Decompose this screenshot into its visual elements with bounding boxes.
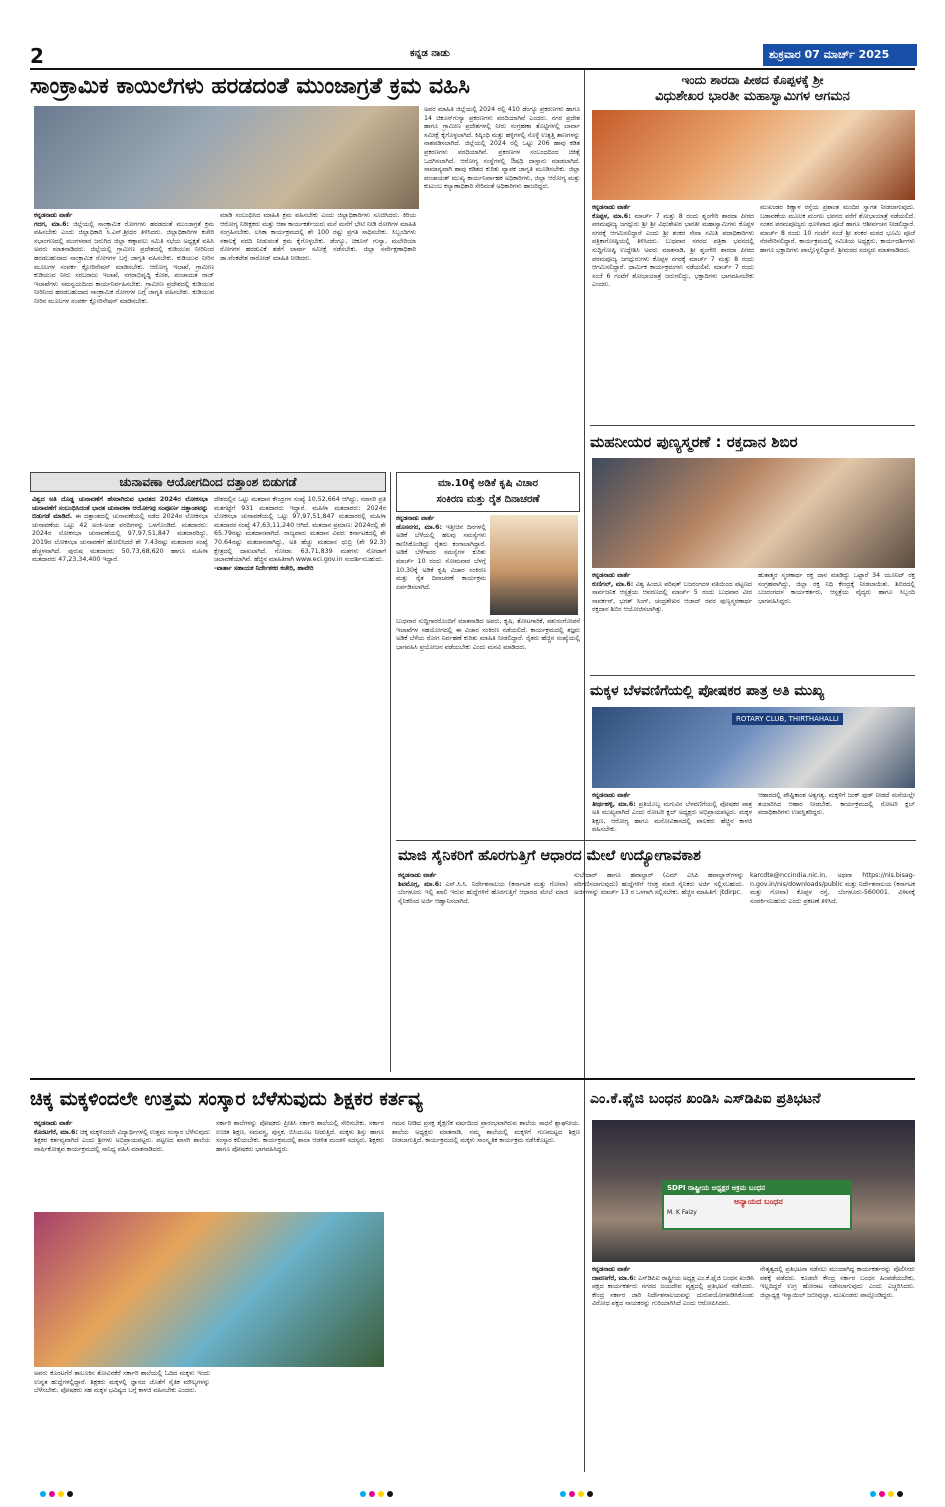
headline-agri-line1: ಮಾ.10ಕ್ಕೆ ಅಡಿಕೆ ಕೃಷಿ ವಿಚಾರ — [437, 478, 539, 489]
blood-col-2 — [758, 572, 915, 672]
body-text: ಮುಖಂಡರ ಕಿಣ್ಣಾಳ ರಸ್ತೆಯ ಪ್ರಶಾಂತ ಮಂದಿರ ಸ್ವಾಗತ ನೀಡಲಾಗುವುದು. ಬಡಾವಣೆಯ ಮೂಲಕ ಮಂಗಲ ಭವನದ ವರೆಗೆ ಶೋಭಾಯಾತ್ರೆ ನಡೆಯಲಿದೆ. ನಂತರ ಪರಮಪೂಜ್ಯರು ಧೂಳಿಪಾದ ಪೂಜೆ ಹಾಗೂ ಆಶೀರ್ವಚನ ನೀಡಲಿದ್ದಾರೆ. ಮಾರ್ಚ್ 8 ರಂದು 10 ಗಂಟೆಗೆ ಸಂಜೆ ಶ್ರೀ ಶಂಕರ ಮಠದ ಭೂಮಿ ಪೂಜೆ ನೆರವೇರಿಸಲಿದ್ದಾರೆ. ಕಾರ್ಯಕ್ರಮದಲ್ಲಿ ಸಮಿತಿಯ ಅಧ್ಯಕ್ಷರು, ಕಾರ್ಯದರ್ಶಿಗಳು ಹಾಗೂ ಭಕ್ತಾದಿಗಳು ಪಾಲ್ಗೊಳ್ಳಲಿದ್ದಾರೆ. ಶ್ರೀಮಠದ ಸದಸ್ಯರು ಮಾತನಾಡಿದರು. — [760, 204, 915, 254]
issue-date: ಶುಕ್ರವಾರ 07 ಮಾರ್ಚ್ 2025 — [763, 44, 917, 66]
registration-marks-left — [40, 1491, 73, 1497]
dateline: ದಾವಣಗೆರೆ, ಮಾ.6: — [592, 1274, 637, 1282]
agri-col-1 — [396, 515, 486, 615]
byline: ಕನ್ನಡನಾಡು ವಾರ್ತೆ — [592, 204, 631, 211]
body-text: ಇತ್ತೀಚಿನ ದಿನಗಳಲ್ಲಿ ಅಡಿಕೆ ಬೆಳೆಯಲ್ಲಿ ಹಲವು ಸಮಸ್ಯೆಗಳು ಕಾಣಿಸಿಕೊಂಡಿದ್ದು ರೈತರು ಕಂಗಾಲಾಗಿದ್ದಾರೆ. ಅಡಿಕೆ ಬೆಳೆಗಾರರ ಸಮಸ್ಯೆಗಳ ಕುರಿತು ಮಾರ್ಚ್ 10 ರಂದು ಸೋಮವಾರ ಬೆಳಗ್ಗೆ 10.30ಕ್ಕೆ ಅಡಿಕೆ ಕೃಷಿ ವಿಚಾರ ಸಂಕಿರಣ ಮತ್ತು ರೈತ ದಿನಾಚರಣೆ ಕಾರ್ಯಕ್ರಮ ಏರ್ಪಡಿಸಲಾಗಿದೆ. — [396, 523, 486, 591]
body-text: ಈ ದತ್ತಾಂಶದಲ್ಲಿ ಚುನಾವಣೆಯಲ್ಲಿ ನಡೆದ 2024ರ ಲೋಕಸಭಾ ಚುನಾವಣೆಯ ಒಟ್ಟು 42 ಅಂಕಿ-ಅಂಶ ವರದಿಗಳನ್ನು ಒಳಗೊಂಡಿದೆ. ಮತದಾರರು: 2024ರ ಲೋಕಸಭಾ ಚುನಾವಣೆಯಲ್ಲಿ 97,97,51,847 ಮತದಾರರಿದ್ದು, 2019ರ ಲೋಕಸಭಾ ಚುನಾವಣೆಗೆ ಹೋಲಿಸಿದರೆ ಶೇ 7.43ರಷ್ಟು ಮತದಾರರ ಸಂಖ್ಯೆ ಹೆಚ್ಚಳವಾಗಿದೆ. ಪುರುಷ ಮತದಾರರು 50,73,68,620 ಹಾಗೂ ಮಹಿಳಾ ಮತದಾರರು 47,23,34,400 ಇದ್ದಾರೆ. — [32, 513, 208, 564]
swamiji-col-1 — [592, 204, 754, 422]
column-rule — [584, 1080, 585, 1472]
dateline: ತೀರ್ಥಹಳ್ಳಿ, ಮಾ.6: — [592, 800, 636, 808]
banner-title: SDPI ರಾಷ್ಟ್ರೀಯ ಅಧ್ಯಕ್ಷರ ಅಕ್ರಮ ಬಂಧನ — [664, 1182, 850, 1195]
byline: ಕನ್ನಡನಾಡು ವಾರ್ತೆ — [592, 572, 631, 579]
magenta-dot — [569, 1491, 575, 1497]
dateline: ಗದಗ, ಮಾ.6: — [34, 220, 70, 228]
agri-col-2 — [396, 618, 580, 836]
body-text: ಬುಧವಾರ ಸುದ್ದಿಗಾರರೊಂದಿಗೆ ಮಾತನಾಡಿದ ಅವರು, ಕೃಷಿ, ತೋಟಗಾರಿಕೆ, ಪಶುಸಂಗೋಪನೆ ಇಲಾಖೆಗಳ ಸಹಯೋಗದಲ್ಲಿ ಈ ವಿಚಾರ ಸಂಕಿರಣ ನಡೆಯಲಿದೆ. ಕಾರ್ಯಕ್ರಮದಲ್ಲಿ ತಜ್ಞರು ಅಡಿಕೆ ಬೆಳೆಯ ರೋಗ ನಿರ್ವಹಣೆ ಕುರಿತು ಮಾಹಿತಿ ನೀಡಲಿದ್ದಾರೆ. ರೈತರು ಹೆಚ್ಚಿನ ಸಂಖ್ಯೆಯಲ್ಲಿ ಭಾಗವಹಿಸಿ ಪ್ರಯೋಜನ ಪಡೆಯಬೇಕು ಎಂದು ಮನವಿ ಮಾಡಿದರು. — [396, 618, 580, 651]
dateline: ಕೊಪ್ಪಳ, ಮಾ.6: — [592, 212, 631, 220]
yellow-dot — [578, 1491, 584, 1497]
body-text: karcdte@nccindia.nic.in, ಅಥವಾ https://nis.bisag-n.gov.in/nis/downloads/public ಮತ್ತು ನಿರ್ದೇಶನಾಲಯ (ಕರ್ನಾಟಕ ಮತ್ತು ಗೋವಾ) ಕೊಪ್ಪಳ ರಸ್ತೆ, ಬೆಂಗಳೂರು-560001. ವಿಳಾಸಕ್ಕೆ ಸಂಪರ್ಕಿಸಬಹುದು ಎಂದು ಪ್ರಕಟಣೆ ತಿಳಿಸಿದೆ. — [750, 872, 915, 905]
section-rule — [590, 675, 915, 676]
headline-sdpi: ಎಂ.ಕೆ.ಫೈಜಿ ಬಂಧನ ಖಂಡಿಸಿ ಎಸ್‌ಡಿಪಿಐ ಪ್ರತಿಭಟನೆ — [590, 1091, 821, 1107]
values-col-3 — [216, 1120, 384, 1470]
section-rule — [590, 425, 915, 426]
soldiers-col-1 — [398, 872, 568, 1072]
section-rule — [30, 1078, 915, 1080]
headline-election: ಚುನಾವಣಾ ಆಯೋಗದಿಂದ ದತ್ತಾಂಶ ಬಿಡುಗಡೆ — [119, 475, 297, 489]
byline: ಕನ್ನಡನಾಡು ವಾರ್ತೆ — [396, 515, 435, 522]
soldiers-col-2 — [574, 872, 744, 1072]
byline: ಕನ್ನಡನಾಡು ವಾರ್ತೆ — [34, 212, 73, 219]
headline-disease: ಸಾಂಕ್ರಾಮಿಕ ಕಾಯಿಲೆಗಳು ಹರಡದಂತೆ ಮುಂಜಾಗ್ರತೆ ಕ್ರಮ ವಹಿಸಿ — [30, 74, 470, 99]
body-text: ಮಾಡಿ ಸಂಬಂಧಿಸಿದ ಮಾಹಿತಿ ಕ್ರಮ ವಹಿಸಬೇಕು ಎಂದು ಜಿಲ್ಲಾಧಿಕಾರಿಗಳು ಸೂಚಿಸಿದರು. ಕಿರಿಯ ಆರೋಗ್ಯ ನಿರೀಕ್ಷಕರು ಮತ್ತು ಆಶಾ ಕಾರ್ಯಕರ್ತೆಯರು ಮನೆ ಮನೆಗೆ ಭೇಟಿ ನೀಡಿ ರೋಗಿಗಳ ಮಾಹಿತಿ ಸಂಗ್ರಹಿಸಬೇಕು. ಲಸಿಕಾ ಕಾರ್ಯಕ್ರಮದಲ್ಲಿ ಶೇ 100 ರಷ್ಟು ಪ್ರಗತಿ ಸಾಧಿಸಬೇಕು. ಸಿಬ್ಬಂದಿಗಳು ಸಕಾಲಕ್ಕೆ ವರದಿ ನೀಡುವಂತೆ ಕ್ರಮ ಕೈಗೊಳ್ಳಬೇಕು. ಡೆಂಗ್ಯೂ, ಚಿಕೂನ್ ಗುನ್ಯಾ, ಮಲೇರಿಯಾ ರೋಗಗಳ ಹರಡುವಿಕೆ ತಡೆಗೆ ಲಾರ್ವಾ ಸಮೀಕ್ಷೆ ನಡೆಸಬೇಕು. ಜಿಲ್ಲಾ ಸರ್ವೇಕ್ಷಣಾಧಿಕಾರಿ ಡಾ.ವೆಂಕಟೇಶ ರಾಠೋಡ್ ಮಾಹಿತಿ ನೀಡಿದರು. — [220, 212, 416, 262]
body-text: ರಾಜ್ಯವಾರು ಮತದಾನ ವಿವರ: ಕರ್ನಾಟಕದಲ್ಲಿ ಶೇ 70.64ರಷ್ಟು ಮತದಾನವಾಗಿದ್ದು, ಅತಿ ಹೆಚ್ಚು ಮತದಾನ ಧುಬ್ರಿ (ಶೇ 92.3) ಕ್ಷೇತ್ರದಲ್ಲಿ ದಾಖಲಾಗಿದೆ. ನೋಟಾ: 63,71,839 ಮತಗಳು ನೋಟಾಗೆ ಚಲಾವಣೆಯಾಗಿವೆ. ಹೆಚ್ಚಿನ ಮಾಹಿತಿಗಾಗಿ www.eci.gov.in ಸಂದರ್ಶಿಸಬಹುದು. — [214, 530, 386, 564]
byline: ಕನ್ನಡನಾಡು ವಾರ್ತೆ — [592, 1266, 631, 1273]
headline-soldiers: ಮಾಜಿ ಸೈನಿಕರಿಗೆ ಹೊರಗುತ್ತಿಗೆ ಆಧಾರದ ಮೇಲೆ ಉದ್ಯೋಗಾವಕಾಶ — [398, 848, 701, 864]
body-text: ವಿಶ್ವ ಹಿಂದೂ ಪರಿಷತ್ ಬಜರಂಗದಳ ವತಿಯಿಂದ ಪಟ್ಟಣದ ಸಾರ್ವಜನಿಕ ಆಸ್ಪತ್ರೆಯ ಆವರಣದಲ್ಲಿ ಮಾರ್ಚ್ 5 ರಂದು ಬುಧವಾರ ವೀರ ಸಾವರ್ಕರ್, ಭಗತ್ ಸಿಂಗ್, ಚಂದ್ರಶೇಖರ ಆಜಾದ್ ರವರ ಪುಣ್ಯಸ್ಮರಣಾರ್ಥ ರಕ್ತದಾನ ಶಿಬಿರ ಆಯೋಜಿಸಲಾಗಿತ್ತು. — [592, 580, 752, 614]
photo-blood-camp — [592, 458, 915, 568]
body-text: ಜಿಲ್ಲೆಯಲ್ಲಿ ಸಾಂಕ್ರಾಮಿಕ ರೋಗಗಳು ಹರಡದಂತೆ ಮುಂಜಾಗ್ರತೆ ಕ್ರಮ ವಹಿಸಬೇಕು ಎಂದು ಜಿಲ್ಲಾಧಿಕಾರಿ ಸಿ.ಎನ್.ಶ್ರೀಧರ ತಿಳಿಸಿದರು. ಜಿಲ್ಲಾಧಿಕಾರಿಗಳ ಕಚೇರಿ ಸಭಾಂಗಣದಲ್ಲಿ ಮಂಗಳವಾರ ಜರುಗಿದ ಜಿಲ್ಲಾ ಕಣ್ಗಾವಲು ಸಮಿತಿ ಸಭೆಯ ಅಧ್ಯಕ್ಷತೆ ವಹಿಸಿ ಅವರು ಮಾತನಾಡಿದರು. ಜಿಲ್ಲೆಯಲ್ಲಿ ಗ್ರಾಮೀಣ ಪ್ರದೇಶದಲ್ಲಿ ಕುಡಿಯುವ ನೀರಿನಿಂದ ಹರಡಬಹುದಾದ ಸಾಂಕ್ರಾಮಿಕ ರೋಗಗಳ ಬಗ್ಗೆ ಜಾಗೃತಿ ವಹಿಸಬೇಕು. ಕುಡಿಯುವ ನೀರಿನ ಮೂಲಗಳ ಸಂಪರ್ಕ ಕ್ಲೋರಿನೇಷನ್ ಮಾಡಿಸಬೇಕು. ಆರೋಗ್ಯ ಇಲಾಖೆ, ಗ್ರಾಮೀಣ ಕುಡಿಯುವ ನೀರು ಸರಬರಾಜು ಇಲಾಖೆ, ನಗರಾಭಿವೃದ್ಧಿ ಕೋಶ, ಪಂಚಾಯತ ರಾಜ್ ಇಲಾಖೆಗಳು ಸಮನ್ವಯದಿಂದ ಕಾರ್ಯನಿರ್ವಹಿಸಬೇಕು. ಗ್ರಾಮೀಣ ಪ್ರದೇಶದಲ್ಲಿ ಕುಡಿಯುವ ನೀರಿನಿಂದ ಹರಡಬಹುದಾದ ಸಾಂಕ್ರಾಮಿಕ ರೋಗಗಳ ಬಗ್ಗೆ ಜಾಗೃತಿ ವಹಿಸಬೇಕು. ಕುಡಿಯುವ ನೀರಿನ ಮೂಲಗಳ ಸಂಪರ್ಕ ಕ್ಲೋರಿನೇಷನ್ ಮಾಡಿಸಬೇಕು. — [34, 220, 214, 305]
disease-col-3 — [424, 106, 580, 468]
dateline: ಶಿವಮೊಗ್ಗ, ಮಾ.6: — [398, 880, 442, 888]
body-text: ನೇತೃತ್ವದಲ್ಲಿ ಪ್ರತಿಭಟನಾ ನಡೆಸಲು ಮುಂದಾಗಿದ್ದ ಕಾರ್ಯಕರ್ತರನ್ನು ಪೊಲೀಸರು ವಶಕ್ಕೆ ಪಡೆದರು. ಕೂಡಲೇ ಕೇಂದ್ರ ಸರ್ಕಾರ ಬಂಧನ ಹಿಂಪಡೆಯಬೇಕು, ಇಲ್ಲದಿದ್ದರೆ ಉಗ್ರ ಹೋರಾಟ ನಡೆಸಲಾಗುವುದು ಎಂದು ಎಚ್ಚರಿಸಿದರು. ಜಿಲ್ಲಾಧ್ಯಕ್ಷ ಇಸ್ಮಾಯಿಲ್ ಜಬೀವುಲ್ಲಾ, ಮುಖಂಡರು ಪಾಲ್ಗೊಂಡಿದ್ದರು. — [760, 1266, 915, 1299]
banner-name: M. K Faizy — [667, 1209, 697, 1216]
values-col-4 — [392, 1120, 580, 1470]
blood-col-1 — [592, 572, 752, 672]
body-text: ಮಾರ್ಚ್ 7 ಮತ್ತು 8 ರಂದು ಶೃಂಗೇರಿ ಶಾರದಾ ಪೀಠದ ಪರಮಪೂಜ್ಯ ಜಗದ್ಗುರು ಶ್ರೀ ಶ್ರೀ ವಿಧುಶೇಖರ ಭಾರತೀ ಮಹಾಸ್ವಾಮಿಗಳು ಕೊಪ್ಪಳ ನಗರಕ್ಕೆ ಆಗಮಿಸಲಿದ್ದಾರೆ ಎಂದು ಶ್ರೀ ಶಂಕರ ಸೇವಾ ಸಮಿತಿ ಪದಾಧಿಕಾರಿಗಳು ಪತ್ರಿಕಾಗೋಷ್ಠಿಯಲ್ಲಿ ತಿಳಿಸಿದರು. ಬುಧವಾರ ನಗರದ ಪತ್ರಿಕಾ ಭವನದಲ್ಲಿ ಸುದ್ದಿಗೋಷ್ಠಿ ಉದ್ದೇಶಿಸಿ ಅವರು ಮಾತನಾಡಿ, ಶ್ರೀ ಶೃಂಗೇರಿ ಶಾರದಾ ಪೀಠದ ಪರಮಪೂಜ್ಯ ಜಗದ್ಗುರುಗಳು ಕೊಪ್ಪಳ ನಗರಕ್ಕೆ ಮಾರ್ಚ್ 7 ಮತ್ತು 8 ರಂದು ಆಗಮಿಸಲಿದ್ದಾರೆ. ಧಾರ್ಮಿಕ ಕಾರ್ಯಕ್ರಮಗಳು ನಡೆಯಲಿವೆ. ಮಾರ್ಚ್ 7 ರಂದು ಸಂಜೆ 6 ಗಂಟೆಗೆ ಶೋಭಾಯಾತ್ರೆ ಜರುಗಲಿದ್ದು, ಭಕ್ತಾದಿಗಳು ಭಾಗವಹಿಸಬೇಕು ಎಂದರು. — [592, 212, 754, 289]
soldiers-col-3 — [750, 872, 915, 1072]
cyan-dot — [40, 1491, 46, 1497]
headline-swamiji-line1: ಇಂದು ಶಾರದಾ ಪೀಠದ ಕೊಪ್ಪಳಕ್ಕೆ ಶ್ರೀ — [681, 73, 824, 87]
swamiji-col-2 — [760, 204, 915, 422]
page-number: 2 — [30, 44, 44, 66]
photo-rotary — [592, 707, 915, 788]
lead-text: ವಿಶ್ವದ ಅತಿ ದೊಡ್ಡ ಚುನಾವಣೆಗೆ ಹೆಸರಾಗಿರುವ ಭಾರತದ 2024ರ ಲೋಕಸಭಾ ಚುನಾವಣೆಗೆ ಸಂಬಂಧಿಸಿದಂತೆ ಭಾರತ ಚುನಾವಣಾ ಆಯೋಗವು ಸಂಪೂರ್ಣ ದತ್ತಾಂಶವನ್ನು ಬಿಡುಗಡೆ ಮಾಡಿದೆ. — [32, 496, 208, 521]
headline-values: ಚಿಕ್ಕ ಮಕ್ಕಳಿಂದಲೇ ಉತ್ತಮ ಸಂಸ್ಕಾರ ಬೆಳೆಸುವುದು ಶಿಕ್ಷಕರ ಕರ್ತವ್ಯ — [30, 1088, 423, 1110]
black-dot — [587, 1491, 593, 1497]
banner-text: ROTARY CLUB, THIRTHAHALLI — [732, 713, 843, 725]
cyan-dot — [360, 1491, 366, 1497]
body-text: ಎನ್.ಸಿ.ಸಿ. ನಿರ್ದೇಶನಾಲಯ (ಕರ್ನಾಟಕ ಮತ್ತು ಗೋವಾ) ಬೆಂಗಳೂರು ಇಲ್ಲಿ ಖಾಲಿ ಇರುವ ಹುದ್ದೆಗಳಿಗೆ ಹೊರಗುತ್ತಿಗೆ ಆಧಾರದ ಮೇಲೆ ಮಾಜಿ ಸೈನಿಕರಿಂದ ಅರ್ಜಿ ಆಹ್ವಾನಿಸಲಾಗಿದೆ. — [398, 880, 568, 905]
registration-marks-center-right — [560, 1491, 593, 1497]
disease-col-2 — [220, 212, 416, 468]
byline: ಕನ್ನಡನಾಡು ವಾರ್ತೆ — [592, 792, 631, 799]
photo-protest — [592, 1120, 915, 1262]
banner-sub: ಅನ್ಯಾಯದ ಬಂಧನ — [734, 1197, 783, 1206]
registration-marks-right — [870, 1491, 903, 1497]
dateline: ಕೊರಟಗೆರೆ, ಮಾ.6: — [34, 1128, 78, 1136]
body-text: ಆಹಾರದಲ್ಲಿ ಪೌಷ್ಟಿಕಾಂಶ ಅತ್ಯಗತ್ಯ. ಮಕ್ಕಳಿಗೆ ಜಂಕ್ ಫುಡ್ ನೀಡದೆ ಮನೆಯಲ್ಲೇ ತಯಾರಿಸಿದ ಆಹಾರ ನೀಡಬೇಕು. ಕಾರ್ಯಕ್ರಮದಲ್ಲಿ ರೋಟರಿ ಕ್ಲಬ್ ಪದಾಧಿಕಾರಿಗಳು ಉಪಸ್ಥಿತರಿದ್ದರು. — [758, 792, 915, 817]
black-dot — [67, 1491, 73, 1497]
yellow-dot — [58, 1491, 64, 1497]
black-dot — [897, 1491, 903, 1497]
body-text: ದೇಶದಲ್ಲಿನ ಒಟ್ಟು ಮತದಾನ ಕೇಂದ್ರಗಳ ಸಂಖ್ಯೆ 10,52,664 ಆಗಿದ್ದು, ಸರಾಸರಿ ಪ್ರತಿ ಮತಗಟ್ಟೆಗೆ 931 ಮತದಾರರು ಇದ್ದಾರೆ. ಮಹಿಳಾ ಮತದಾರರು: 2024ರ ಲೋಕಸಭಾ ಚುನಾವಣೆಯಲ್ಲಿ ಒಟ್ಟು 97,97,51,847 ಮತದಾರರಲ್ಲಿ ಮಹಿಳಾ ಮತದಾರರ ಸಂಖ್ಯೆ 47,63,11,240 ಆಗಿದೆ. ಮತದಾನ ಪ್ರಮಾಣ: 2024ರಲ್ಲಿ ಶೇ 65.79ರಷ್ಟು ಮತದಾನವಾಗಿದೆ. — [214, 496, 386, 538]
column-rule — [390, 472, 391, 1072]
headline-nutrition: ಮಕ್ಕಳ ಬೆಳವಣಿಗೆಯಲ್ಲಿ ಪೋಷಕರ ಪಾತ್ರ ಅತಿ ಮುಖ್ಯ — [590, 683, 825, 699]
agri-header-box — [396, 472, 580, 512]
body-text: ಹುತಾತ್ಮರ ಸ್ಮರಣಾರ್ಥ ರಕ್ತ ದಾನ ಮಾಡಿದ್ದು ಒಟ್ಟಾರೆ 34 ಯೂನಿಟ್ ರಕ್ತ ಸಂಗ್ರಹವಾಗಿದ್ದು, ಜಿಲ್ಲಾ ರಕ್ತ ನಿಧಿ ಕೇಂದ್ರಕ್ಕೆ ನೀಡಲಾಯಿತು. ಶಿಬಿರದಲ್ಲಿ ಬಜರಂಗದಳ ಕಾರ್ಯಕರ್ತರು, ಆಸ್ಪತ್ರೆಯ ವೈದ್ಯರು ಹಾಗೂ ಸಿಬ್ಬಂದಿ ಭಾಗವಹಿಸಿದ್ದರು. — [758, 572, 915, 605]
magenta-dot — [369, 1491, 375, 1497]
magenta-dot — [49, 1491, 55, 1497]
headline-agri-line2: ಸಂಕಿರಣ ಮತ್ತು ರೈತ ದಿನಾಚರಣೆ — [436, 494, 540, 505]
black-dot — [387, 1491, 393, 1497]
yellow-dot — [378, 1491, 384, 1497]
cyan-dot — [560, 1491, 566, 1497]
byline: ಕನ್ನಡನಾಡು ವಾರ್ತೆ — [398, 872, 437, 879]
election-col-2 — [214, 496, 386, 1070]
headline-swamiji-line2: ವಿಧುಶೇಖರ ಭಾರತೀ ಮಹಾಸ್ವಾಮಿಗಳ ಆಗಮನ — [655, 89, 850, 104]
magenta-dot — [879, 1491, 885, 1497]
cyan-dot — [870, 1491, 876, 1497]
body-text: ಅವರ ಮಾಹಿತಿ ಜಿಲ್ಲೆಯಲ್ಲಿ 2024 ರಲ್ಲಿ 410 ಡೆಂಗ್ಯೂ ಪ್ರಕರಣಗಳು ಹಾಗೂ 14 ಚಿಕೂನ್‌ಗುನ್ಯಾ ಪ್ರಕರಣಗಳು ವರದಿಯಾಗಿವೆ ಎಂದರು. ನಗರ ಪ್ರದೇಶ ಹಾಗೂ ಗ್ರಾಮೀಣ ಪ್ರದೇಶಗಳಲ್ಲಿ ನೀರು ಸಂಗ್ರಹಣಾ ತೊಟ್ಟಿಗಳಲ್ಲಿ ಲಾರ್ವಾ ಸಮೀಕ್ಷೆ ಕೈಗೊಳ್ಳಲಾಗಿದೆ. ಕಿಷ್ಕಿಂಧಿ ಮತ್ತು ಹಳ್ಳಿಗಳಲ್ಲಿ ಸೊಳ್ಳೆ ಉತ್ಪತ್ತಿ ತಾಣಗಳನ್ನು ನಾಶಪಡಿಸಲಾಗಿದೆ. ಜಿಲ್ಲೆಯಲ್ಲಿ 2024 ರಲ್ಲಿ ಒಟ್ಟು 206 ಹಾವು ಕಡಿತ ಪ್ರಕರಣಗಳು ವರದಿಯಾಗಿವೆ. ಪ್ರಕರಣಗಳ ಸಂಬಂಧದಿಂದ ಚಿಕಿತ್ಸೆ ಒದಗಿಸಲಾಗಿದೆ. ಆರೋಗ್ಯ ಸಂಸ್ಥೆಗಳಲ್ಲಿ ಔಷಧಿ ದಾಸ್ತಾನು ಮಾಡಲಾಗಿದೆ. ಸಾಮಾನ್ಯವಾಗಿ ಹಾವು ಕಡಿತದ ಕುರಿತು ವ್ಯಾಪಕ ಜಾಗೃತಿ ಮೂಡಿಸಬೇಕು. ಜಿಲ್ಲಾ ಪಂಚಾಯತ್ ಮುಖ್ಯ ಕಾರ್ಯನಿರ್ವಾಹಕ ಅಧಿಕಾರಿಗಳು, ಜಿಲ್ಲಾ ಆರೋಗ್ಯ ಮತ್ತು ಕುಟುಂಬ ಕಲ್ಯಾಣಾಧಿಕಾರಿ ಸೇರಿದಂತೆ ಅಧಿಕಾರಿಗಳು ಹಾಜರಿದ್ದರು. — [424, 106, 580, 191]
body-text: ಸರ್ಕಾರಿ ಶಾಲೆಗಳನ್ನು ಪೋಷಕರು ಪ್ರೀತಿಸಿ ಸರ್ಕಾರಿ ಶಾಲೆಯಲ್ಲಿ ಸೇರಿಸಬೇಕು. ಸರ್ಕಾರ ಉಚಿತ ಶಿಕ್ಷಣ, ಸಮವಸ್ತ್ರ, ಪುಸ್ತಕ, ಬಿಸಿಯೂಟ ನೀಡುತ್ತಿದೆ. ಮಕ್ಕಳು ಶಿಸ್ತು ಹಾಗೂ ಸಂಸ್ಕಾರ ಕಲಿಯಬೇಕು. ಕಾರ್ಯಕ್ರಮದಲ್ಲಿ ಶಾಲಾ ಆಡಳಿತ ಮಂಡಳಿ ಸದಸ್ಯರು, ಶಿಕ್ಷಕರು ಹಾಗೂ ಪೋಷಕರು ಭಾಗವಹಿಸಿದ್ದರು. — [216, 1120, 384, 1153]
values-col-2 — [34, 1370, 210, 1470]
election-col-1 — [32, 496, 208, 1070]
photo-portrait — [490, 515, 578, 615]
paper-name: ಕನ್ನಡ ನಾಡು — [410, 48, 450, 59]
body-text: ಚಿಕ್ಕ ಮಕ್ಕಳಿಂದಲೇ ವಿದ್ಯಾರ್ಥಿಗಳಲ್ಲಿ ಉತ್ತಮ ಸಂಸ್ಕಾರ ಬೆಳೆಸುವುದು ಶಿಕ್ಷಕರ ಕರ್ತವ್ಯವಾಗಿದೆ ಎಂದು ಶ್ರೀಗಳು ಅಭಿಪ್ರಾಯಪಟ್ಟರು. ಪಟ್ಟಣದ ಖಾಸಗಿ ಶಾಲೆಯ ವಾರ್ಷಿಕೋತ್ಸವ ಕಾರ್ಯಕ್ರಮದಲ್ಲಿ ಸಾನಿಧ್ಯ ವಹಿಸಿ ಮಾತನಾಡಿದರು. — [34, 1128, 210, 1153]
byline: ಕನ್ನಡನಾಡು ವಾರ್ತೆ — [34, 1120, 73, 1127]
body-text: ಪ್ರತಿಯೊಬ್ಬ ಮಗುವಿನ ಬೆಳವಣಿಗೆಯಲ್ಲಿ ಪೋಷಕರ ಪಾತ್ರ ಅತಿ ಮುಖ್ಯವಾಗಿದೆ ಎಂದು ರೋಟರಿ ಕ್ಲಬ್ ಅಧ್ಯಕ್ಷರು ಅಭಿಪ್ರಾಯಪಟ್ಟರು. ಮಕ್ಕಳ ಶಿಕ್ಷಣ, ಆರೋಗ್ಯ ಹಾಗೂ ಮನೋವಿಕಾಸದಲ್ಲಿ ಪಾಲಕರು ಹೆಚ್ಚಿನ ಕಾಳಜಿ ವಹಿಸಬೇಕು. — [592, 800, 752, 834]
dateline: ಕುಣಿಗಲ್, ಮಾ.6: — [592, 580, 634, 588]
election-header-box — [30, 472, 386, 492]
body-text: ಅವರು ಕೊರಟಗೆರೆ ತಾಲೂಕಿನ ತೋವಿನಕೆರೆ ಸರ್ಕಾರಿ ಶಾಲೆಯಲ್ಲಿ ಓದಿದ ಮಕ್ಕಳು ಇಂದು ಉನ್ನತ ಹುದ್ದೆಗಳಲ್ಲಿದ್ದಾರೆ. ಶಿಕ್ಷಕರು ಮಕ್ಕಳಲ್ಲಿ ಜ್ಞಾನದ ಜೊತೆಗೆ ನೈತಿಕ ಮೌಲ್ಯಗಳನ್ನು ಬೆಳೆಸಬೇಕು. ಪೋಷಕರು ಸಹ ಮಕ್ಕಳ ಭವಿಷ್ಯದ ಬಗ್ಗೆ ಕಾಳಜಿ ವಹಿಸಬೇಕು ಎಂದರು. — [34, 1370, 210, 1395]
sdpi-col-1 — [592, 1266, 754, 1470]
body-text: ಎಸ್‌ಡಿಪಿಐ ರಾಷ್ಟ್ರೀಯ ಅಧ್ಯಕ್ಷ ಎಂ.ಕೆ.ಫೈಜಿ ಬಂಧನ ಖಂಡಿಸಿ ಪಕ್ಷದ ಕಾರ್ಯಕರ್ತರು ನಗರದ ಜಯದೇವ ವೃತ್ತದಲ್ಲಿ ಪ್ರತಿಭಟನೆ ನಡೆಸಿದರು. ಕೇಂದ್ರ ಸರ್ಕಾರ ಜಾರಿ ನಿರ್ದೇಶನಾಲಯವನ್ನು ದುರುಪಯೋಗಪಡಿಸಿಕೊಂಡು ವಿರೋಧ ಪಕ್ಷದ ನಾಯಕರನ್ನು ಗುರಿಯಾಗಿಸಿದೆ ಎಂದು ಆರೋಪಿಸಿದರು. — [592, 1274, 754, 1308]
section-rule — [396, 840, 916, 841]
sdpi-col-2 — [760, 1266, 915, 1470]
body-text: ಸುಬೇದಾರ್ ಹಾಗೂ ಹವಾಲ್ದಾರ್ (ಎಮ್ ಎಸಿಪಿ ಹವಾಲ್ದಾರ್‌ಗಳನ್ನು ಪರಿಗಣಿಸಲಾಗುವುದು) ಹುದ್ದೆಗಳಿಗೆ ಆಸಕ್ತ ಮಾಜಿ ಸೈನಿಕರು ಅರ್ಜಿ ಸಲ್ಲಿಸಬಹುದು. ಅರ್ಜಿಗಳನ್ನು ಮಾರ್ಚ್ 13 ರ ಒಳಗಾಗಿ ಸಲ್ಲಿಸಬೇಕು. ಹೆಚ್ಚಿನ ಮಾಹಿತಿಗೆ: jtdirpc. — [574, 872, 744, 897]
dateline: ಹೊಸನಗರ, ಮಾ.6: — [396, 523, 442, 531]
disease-col-1 — [34, 212, 214, 468]
registration-marks-center-left — [360, 1491, 393, 1497]
masthead-rule — [30, 68, 915, 70]
headline-blood: ಮಹನೀಯರ ಪುಣ್ಯಸ್ಮರಣೆ : ರಕ್ತದಾನ ಶಿಬಿರ — [590, 433, 798, 451]
yellow-dot — [888, 1491, 894, 1497]
values-col-1 — [34, 1120, 210, 1210]
body-text: ಗಮನ ನೀಡಿದ ಪ್ರಸಕ್ತ ಶೈಕ್ಷಣಿಕ ವರ್ಷದಿಂದ ಪ್ರಾರಂಭವಾಗಿರುವ ಶಾಲೆಯ ಸಾಧನೆ ಶ್ಲಾಘನೀಯ. ಶಾಲೆಯ ಅಧ್ಯಕ್ಷರು ಮಾತನಾಡಿ, ನಮ್ಮ ಶಾಲೆಯಲ್ಲಿ ಮಕ್ಕಳಿಗೆ ಗುಣಮಟ್ಟದ ಶಿಕ್ಷಣ ನೀಡಲಾಗುತ್ತಿದೆ. ಕಾರ್ಯಕ್ರಮದಲ್ಲಿ ಮಕ್ಕಳು ಸಾಂಸ್ಕೃತಿಕ ಕಾರ್ಯಕ್ರಮ ನಡೆಸಿಕೊಟ್ಟರು. — [392, 1120, 580, 1145]
photo-press-meet — [592, 110, 915, 200]
source-credit: -ವಾರ್ತಾ ಸಹಾಯಕ ನಿರ್ದೇಶಕರ ಕಚೇರಿ, ಹಾವೇರಿ — [214, 564, 314, 572]
photo-meeting — [34, 106, 419, 209]
sdpi-banner — [662, 1180, 852, 1230]
